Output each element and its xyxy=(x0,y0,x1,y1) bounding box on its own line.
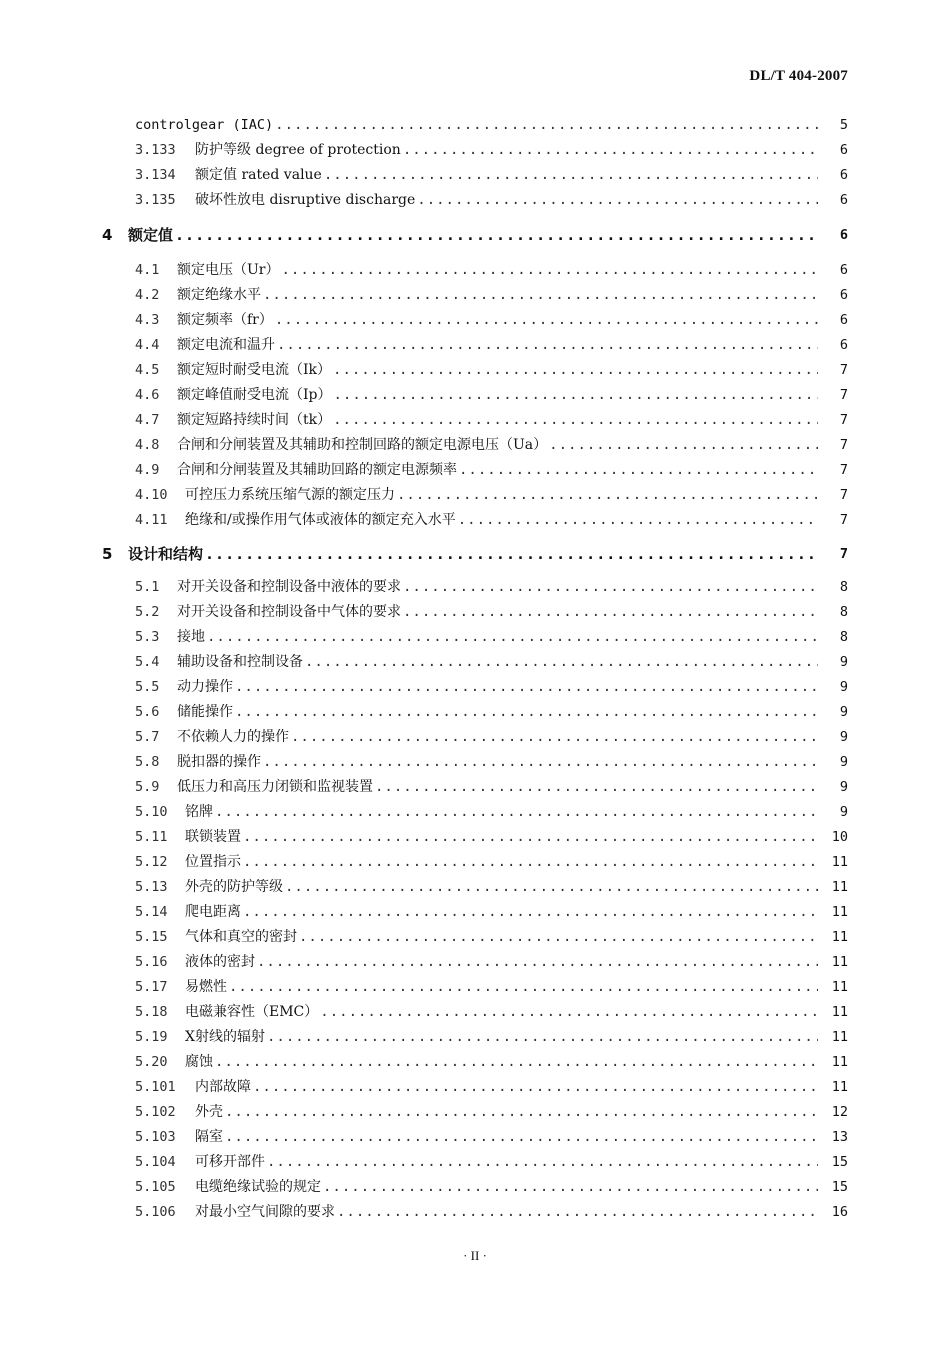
toc-entry-title: 破坏性放电 disruptive discharge xyxy=(195,192,416,208)
leader-dots xyxy=(375,776,818,798)
toc-entry-title: 额定短路持续时间（tk） xyxy=(177,412,332,428)
toc-entry-title: 电缆绝缘试验的规定 xyxy=(195,1179,321,1195)
toc-entry-title: 额定峰值耐受电流（Ip） xyxy=(177,387,332,403)
leader-dots xyxy=(324,164,818,186)
toc-entry[interactable] xyxy=(0,164,950,186)
toc-entry-page: 7 xyxy=(839,437,848,453)
toc-entry[interactable] xyxy=(0,1151,950,1173)
toc-entry-page: 6 xyxy=(839,142,848,158)
toc-entry-page: 16 xyxy=(831,1204,848,1220)
toc-entry-number: 5.6 xyxy=(135,704,160,720)
toc-entry-title: 内部故障 xyxy=(195,1079,251,1095)
toc-entry-page: 15 xyxy=(831,1154,848,1170)
toc-entry[interactable] xyxy=(0,701,950,723)
toc-entry[interactable] xyxy=(0,1051,950,1073)
toc-entry-number: 5.16 xyxy=(135,954,168,970)
leader-dots xyxy=(403,576,818,598)
toc-entry-title: 绝缘和/或操作用气体或液体的额定充入水平 xyxy=(185,512,456,528)
toc-entry-page: 9 xyxy=(839,754,848,770)
toc-entry-number: 5.15 xyxy=(135,929,168,945)
toc-entry-number: 5.103 xyxy=(135,1129,176,1145)
toc-entry-title: 合闸和分闸装置及其辅助和控制回路的额定电源电压（Ua） xyxy=(177,437,548,453)
toc-entry-page: 5 xyxy=(839,117,848,133)
leader-dots xyxy=(243,901,818,923)
toc-entry[interactable] xyxy=(0,1026,950,1048)
toc-entry-number: 3.133 xyxy=(135,142,176,158)
toc-entry-title: 液体的密封 xyxy=(185,954,255,970)
toc-entry-page: 9 xyxy=(839,779,848,795)
toc-entry-title: 可移开部件 xyxy=(195,1154,265,1170)
toc-entry-page: 6 xyxy=(839,337,848,353)
leader-dots xyxy=(205,543,818,565)
toc-entry-number: 5.13 xyxy=(135,879,168,895)
toc-chapter-5[interactable] xyxy=(0,543,950,565)
toc-chapter-title: 设计和结构 xyxy=(128,545,204,563)
toc-entry-title: 额定短时耐受电流（Ik） xyxy=(177,362,332,378)
toc-entry-number: 5.8 xyxy=(135,754,160,770)
toc-entry[interactable] xyxy=(0,1126,950,1148)
toc-entry[interactable] xyxy=(0,751,950,773)
toc-entry-title: 电磁兼容性（EMC） xyxy=(185,1004,319,1020)
toc-entry-title: 易燃性 xyxy=(185,979,227,995)
leader-dots xyxy=(215,801,818,823)
leader-dots xyxy=(275,309,818,331)
toc-entry[interactable] xyxy=(0,384,950,406)
toc-entry-title: 气体和真空的密封 xyxy=(185,929,297,945)
leader-dots xyxy=(320,1001,818,1023)
toc-entry-number: 5.4 xyxy=(135,654,160,670)
toc-entry[interactable] xyxy=(0,1101,950,1123)
toc-entry-title: 合闸和分闸装置及其辅助回路的额定电源频率 xyxy=(177,462,457,478)
toc-entry-number: 4.2 xyxy=(135,287,160,303)
toc-entry-page: 11 xyxy=(831,854,848,870)
toc-entry-number: 5.17 xyxy=(135,979,168,995)
toc-entry[interactable] xyxy=(0,359,950,381)
toc-entry-number: 5.101 xyxy=(135,1079,176,1095)
toc-chapter-number: 5 xyxy=(102,545,113,563)
toc-entry[interactable] xyxy=(0,826,950,848)
leader-dots xyxy=(267,1026,818,1048)
toc-entry-page: 7 xyxy=(839,362,848,378)
toc-entry-title: 不依赖人力的操作 xyxy=(177,729,289,745)
toc-entry-page: 11 xyxy=(831,1029,848,1045)
toc-entry[interactable] xyxy=(0,459,950,481)
toc-entry-title: 对最小空气间隙的要求 xyxy=(195,1204,335,1220)
toc-entry-number: 5.11 xyxy=(135,829,168,845)
leader-dots xyxy=(267,1151,818,1173)
toc-entry[interactable] xyxy=(0,409,950,431)
toc-entry-number: 5.3 xyxy=(135,629,160,645)
toc-entry-title: 防护等级 degree of protection xyxy=(195,142,401,158)
leader-dots xyxy=(403,139,818,161)
toc-entry[interactable] xyxy=(0,334,950,356)
toc-entry[interactable] xyxy=(0,189,950,211)
toc-entry-title: 对开关设备和控制设备中液体的要求 xyxy=(177,579,401,595)
toc-entry-page: 9 xyxy=(839,654,848,670)
toc-entry-page: 11 xyxy=(831,1079,848,1095)
toc-entry-title: 隔室 xyxy=(195,1129,223,1145)
toc-entry-number: 5.5 xyxy=(135,679,160,695)
leader-dots xyxy=(403,601,818,623)
toc-entry-title: 铭牌 xyxy=(185,804,213,820)
toc-entry[interactable] xyxy=(0,1076,950,1098)
leader-dots xyxy=(207,626,818,648)
leader-dots xyxy=(225,1126,818,1148)
toc-entry-page: 6 xyxy=(839,287,848,303)
leader-dots xyxy=(549,434,818,456)
toc-entry-title: 低压力和高压力闭锁和监视装置 xyxy=(177,779,373,795)
toc-entry-number: 4.8 xyxy=(135,437,160,453)
toc-entry-number: 4.4 xyxy=(135,337,160,353)
toc-entry-title: 储能操作 xyxy=(177,704,233,720)
toc-entry-title: 外壳 xyxy=(195,1104,223,1120)
toc-entry[interactable] xyxy=(0,576,950,598)
toc-entry-page: 7 xyxy=(839,412,848,428)
leader-dots xyxy=(291,726,818,748)
leader-dots xyxy=(263,284,818,306)
toc-entry-page: 11 xyxy=(831,954,848,970)
toc-entry-page: 11 xyxy=(831,929,848,945)
toc-entry-number: 5.18 xyxy=(135,1004,168,1020)
toc-entry-title: 额定值 rated value xyxy=(195,167,322,183)
leader-dots xyxy=(253,1076,818,1098)
toc-entry-number: 4.11 xyxy=(135,512,168,528)
toc-entry-number: 4.5 xyxy=(135,362,160,378)
toc-chapter-number: 4 xyxy=(102,226,113,244)
toc-entry[interactable] xyxy=(0,651,950,673)
toc-entry-number: 4.3 xyxy=(135,312,160,328)
leader-dots xyxy=(397,484,818,506)
toc-entry-continuation[interactable] xyxy=(0,114,950,136)
toc-entry-page: 11 xyxy=(831,1054,848,1070)
toc-entry-title: 位置指示 xyxy=(185,854,241,870)
toc-entry-title: 动力操作 xyxy=(177,679,233,695)
leader-dots xyxy=(215,1051,818,1073)
toc-entry-number: 4.7 xyxy=(135,412,160,428)
toc-entry-page: 7 xyxy=(839,487,848,503)
toc-entry[interactable] xyxy=(0,926,950,948)
toc-entry-page: 8 xyxy=(839,579,848,595)
toc-entry[interactable] xyxy=(0,484,950,506)
toc-entry-title: controlgear (IAC) xyxy=(135,117,274,133)
toc-entry-page: 6 xyxy=(839,312,848,328)
toc-entry[interactable] xyxy=(0,901,950,923)
toc-entry[interactable] xyxy=(0,1001,950,1023)
leader-dots xyxy=(243,851,818,873)
toc-entry-page: 10 xyxy=(831,829,848,845)
toc-entry-number: 5.20 xyxy=(135,1054,168,1070)
toc-entry-title: 对开关设备和控制设备中气体的要求 xyxy=(177,604,401,620)
toc-entry[interactable] xyxy=(0,976,950,998)
toc-entry-page: 11 xyxy=(831,904,848,920)
toc-entry[interactable] xyxy=(0,139,950,161)
toc-entry-number: 4.6 xyxy=(135,387,160,403)
toc-entry[interactable] xyxy=(0,284,950,306)
toc-entry-number: 5.1 xyxy=(135,579,160,595)
document-number: DL/T 404-2007 xyxy=(749,68,848,84)
toc-entry-page: 8 xyxy=(839,604,848,620)
toc-entry[interactable] xyxy=(0,601,950,623)
toc-entry-title: 联锁装置 xyxy=(185,829,241,845)
leader-dots xyxy=(235,676,818,698)
toc-entry-title: 额定电流和温升 xyxy=(177,337,275,353)
leader-dots xyxy=(334,384,819,406)
toc-entry-number: 4.9 xyxy=(135,462,160,478)
toc-entry-title: 爬电距离 xyxy=(185,904,241,920)
toc-entry-number: 4.1 xyxy=(135,262,160,278)
page-number-footer: · II · xyxy=(463,1248,487,1263)
toc-entry-page: 6 xyxy=(839,262,848,278)
leader-dots xyxy=(275,114,818,136)
toc-entry[interactable] xyxy=(0,309,950,331)
leader-dots xyxy=(243,826,818,848)
toc-entry-title: 可控压力系统压缩气源的额定压力 xyxy=(185,487,395,503)
toc-entry[interactable] xyxy=(0,434,950,456)
leader-dots xyxy=(225,1101,818,1123)
toc-entry-page: 9 xyxy=(839,804,848,820)
toc-entry-page: 9 xyxy=(839,729,848,745)
leader-dots xyxy=(257,951,818,973)
leader-dots xyxy=(229,976,818,998)
toc-entry-page: 11 xyxy=(831,1004,848,1020)
toc-entry-title: X射线的辐射 xyxy=(185,1029,265,1045)
leader-dots xyxy=(333,359,818,381)
leader-dots xyxy=(175,224,818,246)
toc-entry-page: 13 xyxy=(831,1129,848,1145)
leader-dots xyxy=(323,1176,818,1198)
toc-entry-title: 脱扣器的操作 xyxy=(177,754,261,770)
toc-entry-number: 4.10 xyxy=(135,487,168,503)
toc-entry-number: 5.7 xyxy=(135,729,160,745)
toc-chapter-4[interactable] xyxy=(0,224,950,246)
toc-entry-page: 15 xyxy=(831,1179,848,1195)
toc-entry[interactable] xyxy=(0,951,950,973)
toc-entry-page: 11 xyxy=(831,879,848,895)
toc-entry[interactable] xyxy=(0,876,950,898)
toc-entry-page: 7 xyxy=(839,387,848,403)
toc-entry-number: 5.102 xyxy=(135,1104,176,1120)
toc-entry-title: 辅助设备和控制设备 xyxy=(177,654,303,670)
toc-entry-number: 5.9 xyxy=(135,779,160,795)
toc-entry[interactable] xyxy=(0,676,950,698)
toc-entry[interactable] xyxy=(0,1176,950,1198)
toc-entry[interactable] xyxy=(0,776,950,798)
toc-entry-page: 8 xyxy=(839,629,848,645)
toc-entry-title: 额定频率（fr） xyxy=(177,312,273,328)
toc-entry-page: 12 xyxy=(831,1104,848,1120)
toc-chapter-page: 6 xyxy=(839,227,848,243)
toc-entry[interactable] xyxy=(0,509,950,531)
toc-entry-number: 5.105 xyxy=(135,1179,176,1195)
toc-entry-number: 5.2 xyxy=(135,604,160,620)
toc-entry-number: 5.12 xyxy=(135,854,168,870)
toc-entry[interactable] xyxy=(0,626,950,648)
leader-dots xyxy=(263,751,818,773)
toc-entry-page: 7 xyxy=(839,512,848,528)
leader-dots xyxy=(333,409,818,431)
toc-entry-page: 7 xyxy=(839,462,848,478)
toc-entry[interactable] xyxy=(0,801,950,823)
toc-entry-number: 3.134 xyxy=(135,167,176,183)
toc-entry[interactable] xyxy=(0,259,950,281)
toc-entry-title: 额定电压（Ur） xyxy=(177,262,280,278)
toc-entry-page: 6 xyxy=(839,167,848,183)
leader-dots xyxy=(417,189,818,211)
leader-dots xyxy=(458,509,818,531)
toc-entry-number: 3.135 xyxy=(135,192,176,208)
leader-dots xyxy=(305,651,818,673)
toc-entry[interactable] xyxy=(0,726,950,748)
toc-entry-number: 5.106 xyxy=(135,1204,176,1220)
leader-dots xyxy=(277,334,818,356)
toc-entry-title: 接地 xyxy=(177,629,205,645)
toc-entry-page: 9 xyxy=(839,679,848,695)
toc-entry-title: 额定绝缘水平 xyxy=(177,287,261,303)
toc-entry-page: 9 xyxy=(839,704,848,720)
leader-dots xyxy=(299,926,818,948)
leader-dots xyxy=(282,259,819,281)
leader-dots xyxy=(459,459,818,481)
toc-entry-page: 11 xyxy=(831,979,848,995)
toc-entry[interactable] xyxy=(0,1201,950,1223)
leader-dots xyxy=(285,876,818,898)
toc-entry-title: 外壳的防护等级 xyxy=(185,879,283,895)
toc-entry-page: 6 xyxy=(839,192,848,208)
toc-entry-number: 5.104 xyxy=(135,1154,176,1170)
leader-dots xyxy=(337,1201,818,1223)
toc-chapter-page: 7 xyxy=(839,546,848,562)
leader-dots xyxy=(235,701,818,723)
toc-entry-number: 5.14 xyxy=(135,904,168,920)
toc-entry-number: 5.10 xyxy=(135,804,168,820)
toc-entry-title: 腐蚀 xyxy=(185,1054,213,1070)
toc-entry[interactable] xyxy=(0,851,950,873)
toc-entry-number: 5.19 xyxy=(135,1029,168,1045)
toc-chapter-title: 额定值 xyxy=(128,226,174,244)
